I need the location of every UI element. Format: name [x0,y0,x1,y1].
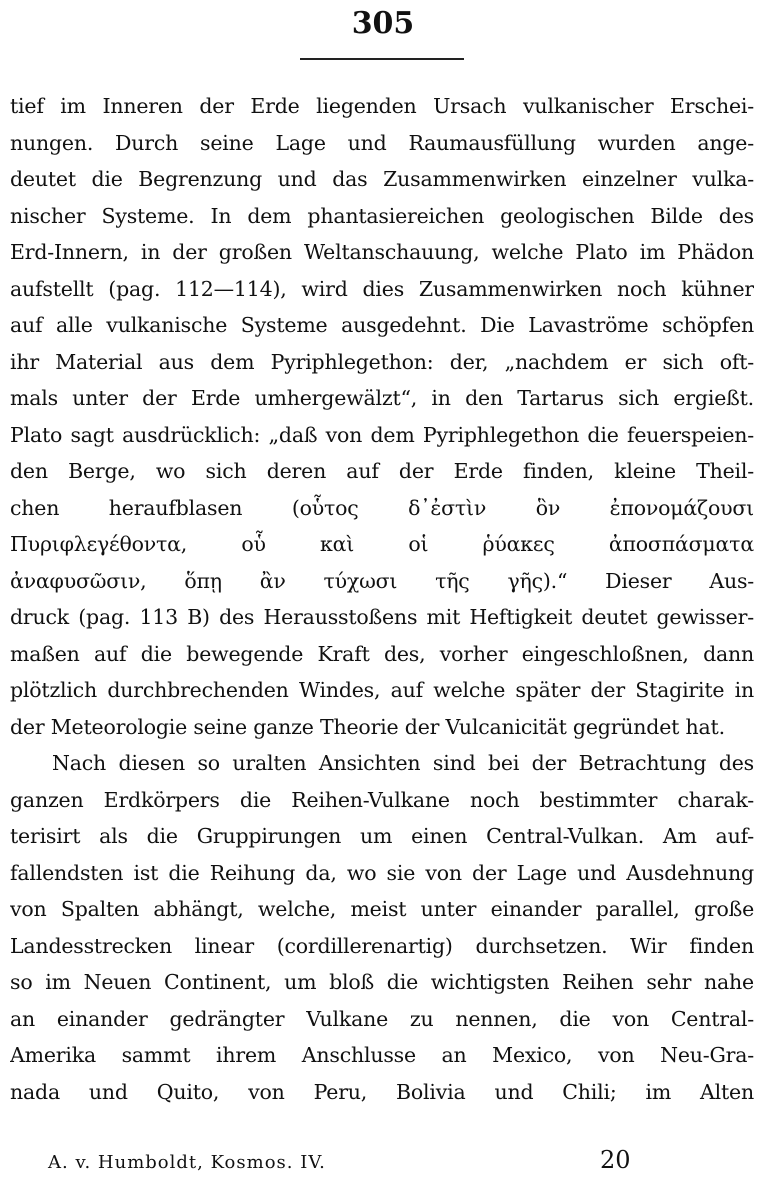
text-line: Landesstrecken linear (cordillerenartig) durchsetzen. Wir finden [10,933,754,958]
sheet-number: 20 [600,1146,631,1174]
header-rule [300,58,464,60]
text-line: auf alle vulkanische Systeme ausgedehnt. Die Lavaströme schöpfen [10,313,754,337]
text-line: der Meteorologie seine ganze Theorie der Vulcanicität gegründet hat. [10,714,725,739]
signature-mark: A. v. Humboldt, Kosmos. IV. [48,1152,326,1173]
text-line: an einander gedrängter Vulkane zu nennen, die von Central- [10,1006,754,1031]
text-line: plötzlich durchbrechenden Windes, auf welche später der Stagirite in [10,678,754,702]
text-line: Amerika sammt ihrem Anschlusse an Mexico, von Neu-Gra- [10,1043,754,1067]
text-line: nischer Systeme. In dem phantasiereichen geologischen Bilde des [10,203,754,228]
text-line: maßen auf die bewegende Kraft des, vorher eingeschloßnen, dann [10,641,754,666]
text-line: aufstellt (pag. 112—114), wird dies Zusammenwirken noch kühner [10,276,754,301]
text-line: nungen. Durch seine Lage und Raumausfüllung wurden ange- [10,130,754,155]
text-line: chen heraufblasen (οὗτος δ᾽ἐστὶν ὃν ἐπονομάζουσι [10,495,754,520]
text-line: druck (pag. 113 B) des Herausstoßens mit Heftigkeit deutet gewisser- [10,605,754,629]
text-line: tief im Inneren der Erde liegenden Ursach vulkanischer Erschei- [10,94,754,118]
text-line: Plato sagt ausdrücklich: „daß von dem Pyriphlegethon die feuerspeien- [10,422,754,447]
text-line: ihr Material aus dem Pyriphlegethon: der, „nachdem er sich oft- [10,349,754,374]
greek-text-line: ἀναφυσῶσιν, ὅπῃ ἂν τύχωσι τῆς γῆς).“ Dieser Aus- [10,568,754,593]
text-line: deutet die Begrenzung und das Zusammenwirken einzelner vulka- [10,167,754,191]
body-text [10,88,754,1110]
text-line: nada und Quito, von Peru, Bolivia und Chili; im Alten [10,1079,754,1104]
greek-text-line: Πυριφλεγέθοντα, οὗ καὶ οἱ ῥύακες ἀποσπάσματα [10,532,754,556]
text-line: so im Neuen Continent, um bloß die wichtigsten Reihen sehr nahe [10,970,754,994]
text-line: ganzen Erdkörpers die Reihen-Vulkane noch bestimmter charak- [10,787,754,812]
text-line: fallendsten ist die Reihung da, wo sie von der Lage und Ausdehnung [10,860,754,885]
paragraph-start-line: Nach diesen so uralten Ansichten sind bei der Betrachtung des [52,751,754,775]
text-line: den Berge, wo sich deren auf der Erde finden, kleine Theil- [10,459,754,483]
text-line: von Spalten abhängt, welche, meist unter einander parallel, große [10,897,754,921]
text-line: terisirt als die Gruppirungen um einen Central-Vulkan. Am auf- [10,824,754,848]
page-number: 305 [351,6,415,41]
text-line: Erd-Innern, in der großen Weltanschauung, welche Plato im Phädon [10,240,754,264]
text-line: mals unter der Erde umhergewälzt“, in den Tartarus sich ergießt. [10,386,754,410]
